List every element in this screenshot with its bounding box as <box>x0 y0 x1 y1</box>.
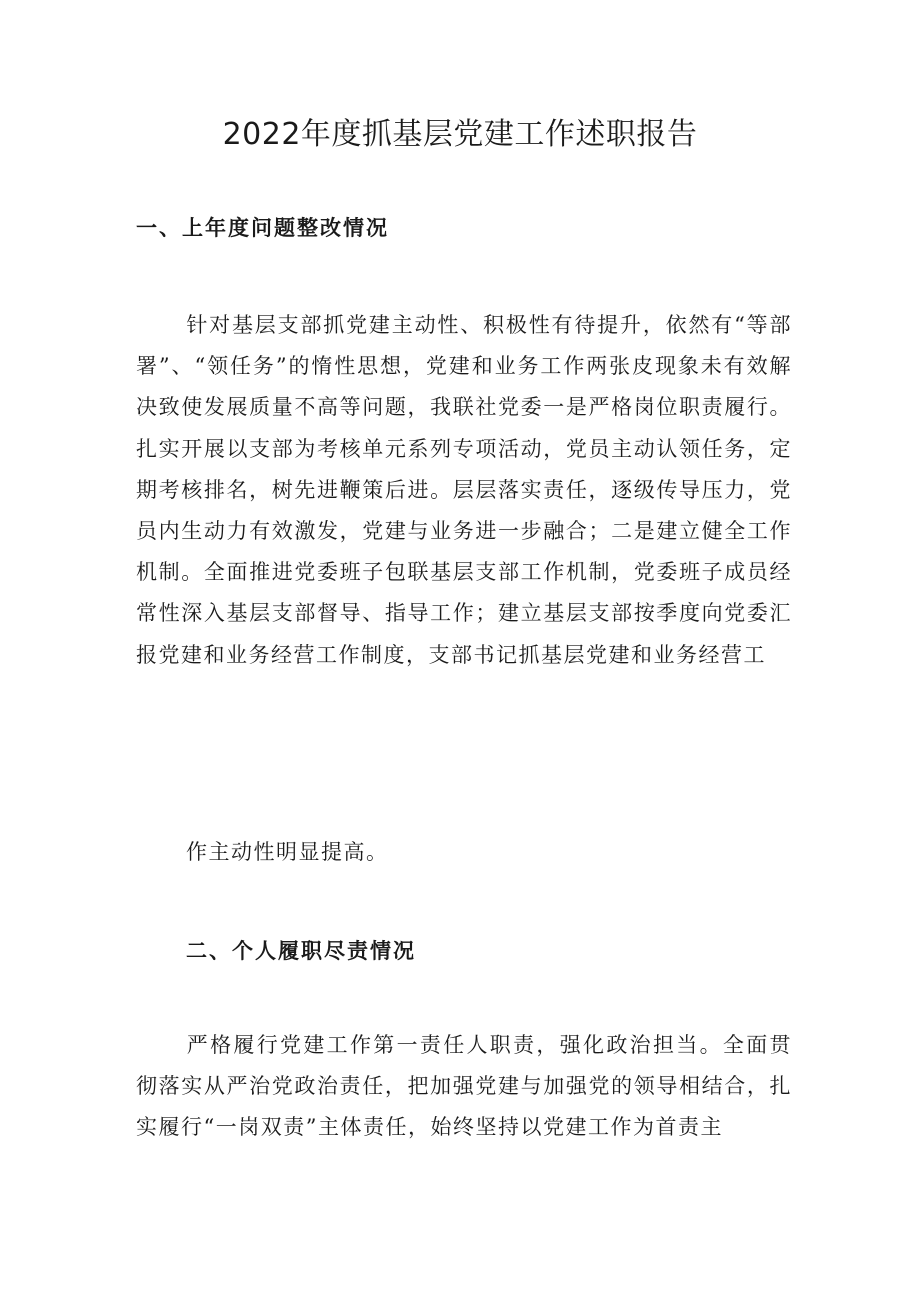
section-1-paragraph-1-text: 针对基层支部抓党建主动性、积极性有待提升，依然有“等部署”、“领任务”的惰性思想，党建和业务工作两张皮现象未有效解决致使发展质量不高等问题，我联社党委一是严格岗位职责履行。扎实开展以支部为考核单元系列专项活动，党员主动认领任务，定期考核排名，树先进鞭策后进。层层落实责任，逐级传导压力，党员内生动力有效激发，党建与业务进一步融合；二是建立健全工作机制。全面推进党委班子包联基层支部工作机制，党委班子成员经常性深入基层支部督导、指导工作；建立基层支部按季度向党委汇报党建和业务经营工作制度，支部书记抓基层党建和业务经营工 <box>136 313 792 667</box>
section-2-paragraph-1 <box>136 1025 792 1155</box>
document-title: 2022年度抓基层党建工作述职报告 <box>222 117 698 152</box>
section-2-paragraph-1-text: 严格履行党建工作第一责任人职责，强化政治担当。全面贯彻落实从严治党政治责任，把加强党建与加强党的领导相结合，扎实履行“一岗双责”主体责任，始终坚持以党建工作为首责主 <box>136 1033 792 1140</box>
section-1-paragraph-2: 作主动性明显提高。 <box>186 840 389 864</box>
section-1-paragraph-1 <box>136 305 792 775</box>
section-heading-1: 一、上年度问题整改情况 <box>136 215 389 240</box>
section-heading-2: 二、个人履职尽责情况 <box>186 938 416 963</box>
